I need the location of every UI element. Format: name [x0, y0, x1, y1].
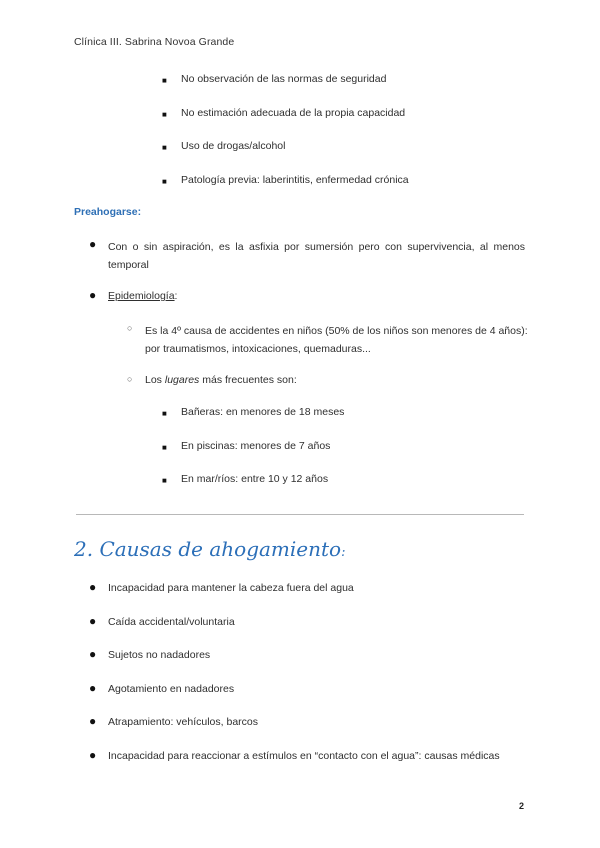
dot-bullet-icon: ● [89, 714, 97, 728]
dot-bullet-icon: ● [89, 748, 97, 762]
square-bullet-icon: ■ [162, 409, 167, 418]
dot-bullet-icon: ● [89, 647, 97, 661]
list-item: Incapacidad para reaccionar a estímulos en “contacto con el agua”: causas médicas [108, 750, 500, 762]
list-item: Es la 4º causa de accidentes en niños (50% de los niños son menores de 4 años): por traumatismos, intoxicaciones, quemaduras... [145, 325, 528, 355]
list-item: En mar/ríos: entre 10 y 12 años [181, 473, 329, 485]
list-item [145, 373, 297, 388]
dot-bullet-icon: ● [89, 237, 97, 251]
square-bullet-icon: ■ [162, 143, 167, 152]
epidemiology-link-text: Epidemiología [108, 290, 175, 302]
dot-bullet-icon: ● [89, 580, 97, 594]
epidemiology-label [108, 289, 177, 304]
list-item: Agotamiento en nadadores [108, 683, 235, 695]
list-item: Caída accidental/voluntaria [108, 616, 235, 628]
dot-bullet-icon: ● [89, 614, 97, 628]
section-divider [76, 514, 524, 515]
square-bullet-icon: ■ [162, 177, 167, 186]
square-bullet-icon: ■ [162, 476, 167, 485]
list-item: No estimación adecuada de la propia capacidad [181, 107, 406, 119]
circle-bullet-icon: ○ [127, 323, 133, 333]
page-header: Clínica III. Sabrina Novoa Grande [74, 36, 235, 48]
section-title-colon: : [341, 545, 346, 560]
epidemiology-colon: : [174, 290, 178, 302]
list-item: Patología previa: laberintitis, enfermedad crónica [181, 174, 409, 186]
list-item: En piscinas: menores de 7 años [181, 440, 331, 452]
page-number: 2 [519, 801, 525, 811]
dot-bullet-icon: ● [89, 681, 97, 695]
section-title-text: 2. Causas de ahogamiento [74, 537, 342, 561]
list-item: Uso de drogas/alcohol [181, 140, 286, 152]
list-item: Bañeras: en menores de 18 meses [181, 406, 345, 418]
places-suffix: más frecuentes son: [199, 374, 297, 386]
dot-bullet-icon: ● [89, 288, 97, 302]
definition-text: Con o sin aspiración, es la asfixia por sumersión pero con supervivencia, al menos temporal [108, 241, 525, 271]
section-title [74, 537, 345, 561]
circle-bullet-icon: ○ [127, 374, 133, 384]
list-item: Sujetos no nadadores [108, 649, 211, 661]
list-item: No observación de las normas de seguridad [181, 73, 387, 85]
square-bullet-icon: ■ [162, 110, 167, 119]
subsection-heading: Preahogarse: [74, 206, 142, 218]
list-item: Atrapamiento: vehículos, barcos [108, 716, 258, 728]
square-bullet-icon: ■ [162, 76, 167, 85]
places-prefix: Los [145, 374, 165, 386]
places-italic: lugares [164, 374, 200, 386]
list-item: Incapacidad para mantener la cabeza fuera del agua [108, 582, 354, 594]
square-bullet-icon: ■ [162, 443, 167, 452]
